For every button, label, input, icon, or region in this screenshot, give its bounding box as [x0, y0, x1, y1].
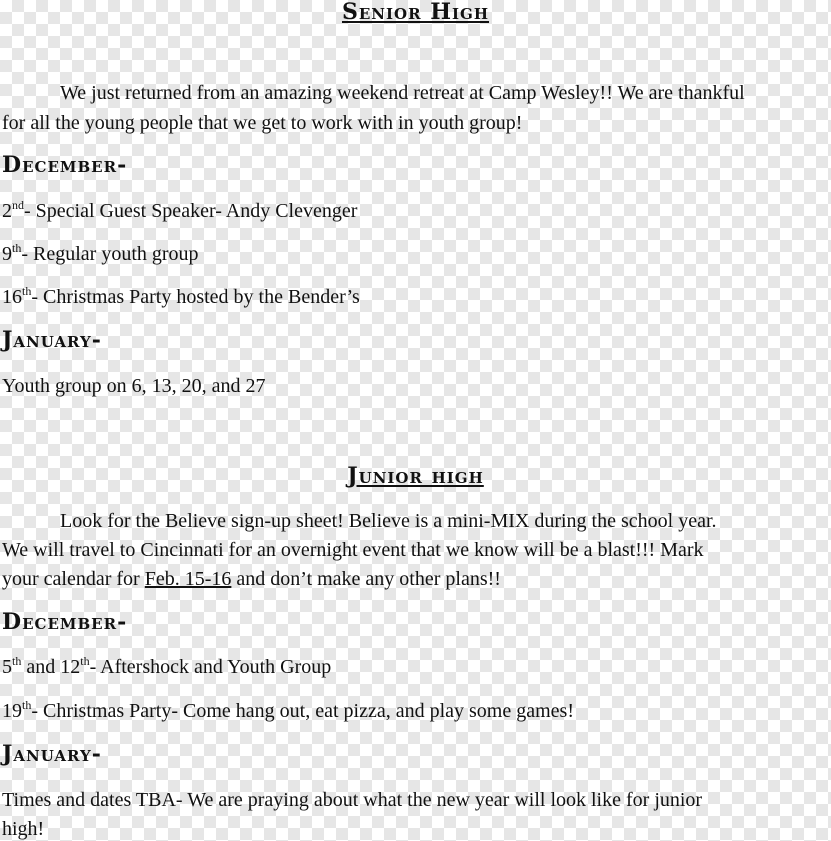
junior-intro-line-2: We will travel to Cincinnati for an overnight event that we know will be a blast!!! Mark — [2, 539, 704, 561]
senior-december-item-3: 16th- Christmas Party hosted by the Bender’s — [2, 284, 360, 308]
junior-intro-line-1: Look for the Believe sign-up sheet! Believe is a mini-MIX during the school year. — [60, 510, 717, 532]
senior-december-item-2: 9th- Regular youth group — [2, 241, 199, 265]
senior-december-item-1: 2nd- Special Guest Speaker- Andy Clevenger — [2, 198, 358, 222]
junior-january-heading: January- — [2, 741, 102, 767]
junior-january-line-2: high! — [2, 818, 45, 840]
senior-december-heading: December- — [2, 152, 128, 178]
junior-high-title: Junior high — [347, 463, 484, 489]
junior-january-line-1: Times and dates TBA- We are praying about what the new year will look like for junior — [2, 789, 703, 811]
senior-intro-line-2: for all the young people that we get to work with in youth group! — [2, 112, 523, 134]
junior-december-heading: December- — [2, 609, 128, 635]
senior-january-heading: January- — [2, 327, 102, 353]
junior-december-item-2: 19th- Christmas Party- Come hang out, eat pizza, and play some games! — [2, 698, 574, 722]
junior-intro-line-3: your calendar for Feb. 15-16 and don’t make any other plans!! — [2, 568, 501, 590]
junior-december-item-1: 5th and 12th- Aftershock and Youth Group — [2, 654, 332, 678]
senior-intro-line-1: We just returned from an amazing weekend retreat at Camp Wesley!! We are thankful — [60, 82, 745, 104]
senior-january-text: Youth group on 6, 13, 20, and 27 — [2, 375, 266, 397]
feb-dates-link: Feb. 15-16 — [144, 568, 232, 590]
senior-high-title: Senior High — [341, 0, 490, 25]
